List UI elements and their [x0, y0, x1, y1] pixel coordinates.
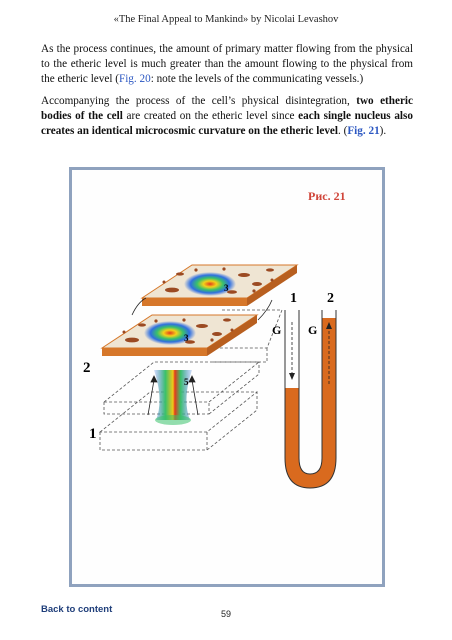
figure-caption: Рис. 21	[308, 189, 346, 203]
p1-text-2: : note the levels of the communicating vessels.)	[150, 73, 364, 85]
cell-middle	[102, 315, 257, 356]
funnel-base	[155, 415, 191, 425]
label-level-2: 2	[83, 360, 91, 376]
p2-bold-2: each single nucleus also creates an identical microcosmic curvature on the etheric level	[41, 110, 413, 137]
label-level-1: 1	[89, 426, 97, 442]
label-level-5: 5	[184, 377, 189, 387]
back-to-content-link[interactable]: Back to content	[41, 604, 113, 615]
paragraph-2	[41, 94, 413, 139]
p2-text-2: are created on the etheric level since	[122, 110, 299, 122]
running-header: «The Final Appeal to Mankind» by Nicolai Levashov	[113, 14, 339, 25]
p2-text-3: . (	[338, 125, 348, 137]
communicating-vessels	[272, 291, 336, 488]
g-label-left: G	[272, 323, 282, 337]
g-label-right: G	[308, 323, 318, 337]
figure-21-illustration	[72, 170, 382, 584]
p1-text-1: As the process continues, the amount of primary matter flowing from the physical to the etheric level is much greater than the amount flowing to the physical from the etheric level (	[41, 43, 413, 85]
paragraph-1	[41, 42, 413, 87]
label-nucleus-top: 3	[224, 283, 229, 293]
page-number: 59	[220, 609, 231, 619]
label-nucleus-middle: 3	[184, 333, 189, 343]
vessel-u-bend	[285, 458, 336, 488]
fig-21-link[interactable]: Fig. 21	[347, 125, 380, 137]
p2-text-1: Accompanying the process of the cell’s physical disintegration,	[41, 95, 357, 107]
vessel-1-label: 1	[290, 291, 297, 306]
p2-text-4: ).	[379, 125, 387, 137]
figure-21	[69, 167, 385, 587]
vessel-2-label: 2	[327, 291, 334, 306]
fig-20-link[interactable]: Fig. 20	[118, 73, 151, 85]
cell-top	[142, 265, 297, 306]
vessel-1-fluid	[285, 388, 299, 458]
p2-bold-1: two etheric bodies of the cell	[41, 95, 414, 122]
